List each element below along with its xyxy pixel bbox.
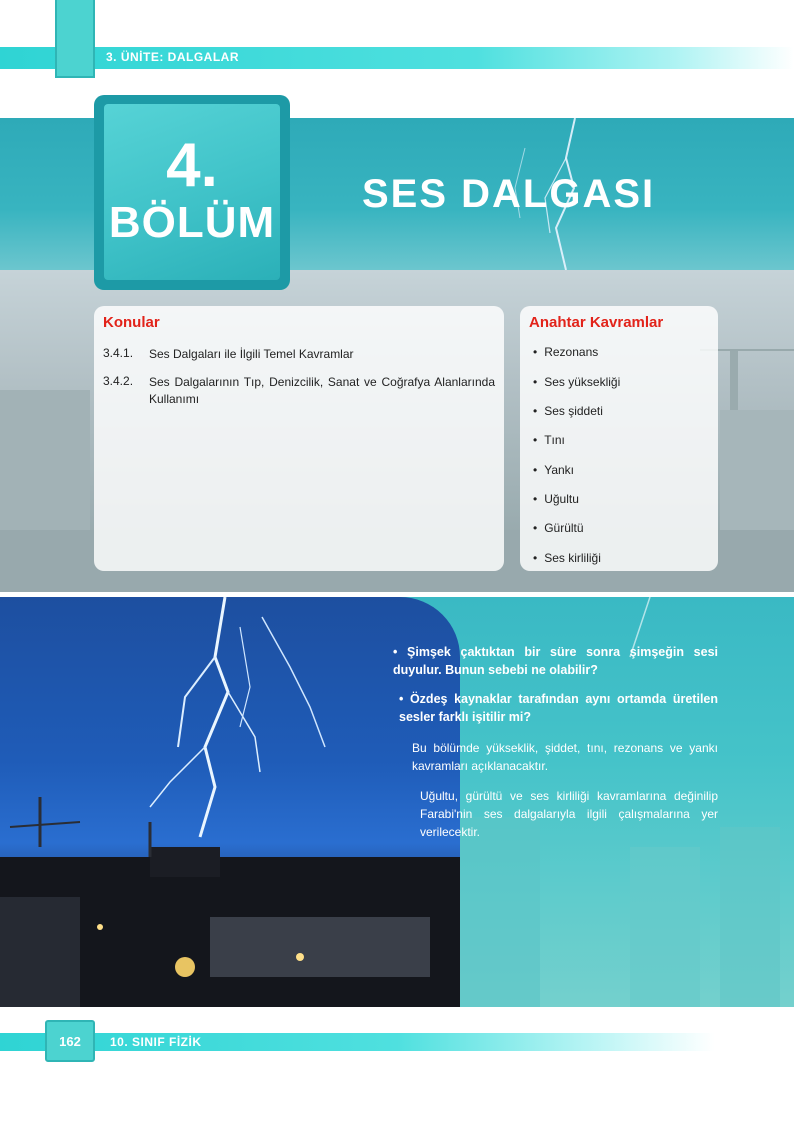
topic-item [103, 374, 495, 408]
topic-text: Ses Dalgalarının Tıp, Denizcilik, Sanat ve Coğrafya Alanlarında Kullanımı [149, 375, 495, 406]
topic-text: Ses Dalgaları ile İlgili Temel Kavramlar [149, 347, 354, 361]
question-1: • Şimşek çaktıktan bir süre sonra şimşeğin sesi duyulur. Bunun sebebi ne olabilir? [393, 645, 718, 677]
chapter-word: BÖLÜM [108, 198, 276, 247]
keyword-item: • Ses yüksekliği [533, 375, 620, 389]
chapter-title: SES DALGASI [362, 172, 656, 216]
header-tab [55, 0, 95, 78]
intro-paragraph: Uğultu, gürültü ve ses kirliliği kavramlarına değinilip Farabi'nin ses dalgalarıyla ilgili çalışmalarına yer verilecektir. [420, 789, 718, 839]
book-label: 10. SINIF FİZİK [110, 1035, 202, 1049]
keyword-item: • Ses kirliliği [533, 551, 601, 565]
topic-number: 3.4.2. [103, 374, 134, 388]
page-number: 162 [59, 1034, 81, 1049]
keywords-heading: Anahtar Kavramlar [529, 314, 664, 331]
keyword-item: • Ses şiddeti [533, 404, 603, 418]
intro-paragraph: Bu bölümde yükseklik, şiddet, tını, rezonans ve yankı kavramları açıklanacaktır. [412, 741, 718, 773]
topic-item [103, 346, 495, 363]
lightning-bolt-icon [0, 597, 460, 1007]
unit-label: 3. ÜNİTE: DALGALAR [106, 50, 239, 64]
topic-number: 3.4.1. [103, 346, 134, 360]
keyword-item: • Uğultu [533, 492, 579, 506]
keyword-item: • Tını [533, 433, 565, 447]
keyword-item: • Gürültü [533, 521, 584, 535]
question-2: • Özdeş kaynaklar tarafından aynı ortamda üretilen sesler farklı işitilir mi? [399, 692, 718, 724]
keyword-item: • Rezonans [533, 345, 598, 359]
keyword-item: • Yankı [533, 463, 574, 477]
topics-heading: Konular [103, 314, 160, 331]
lightning-photo [0, 597, 460, 1007]
chapter-number: 4. [166, 131, 218, 200]
